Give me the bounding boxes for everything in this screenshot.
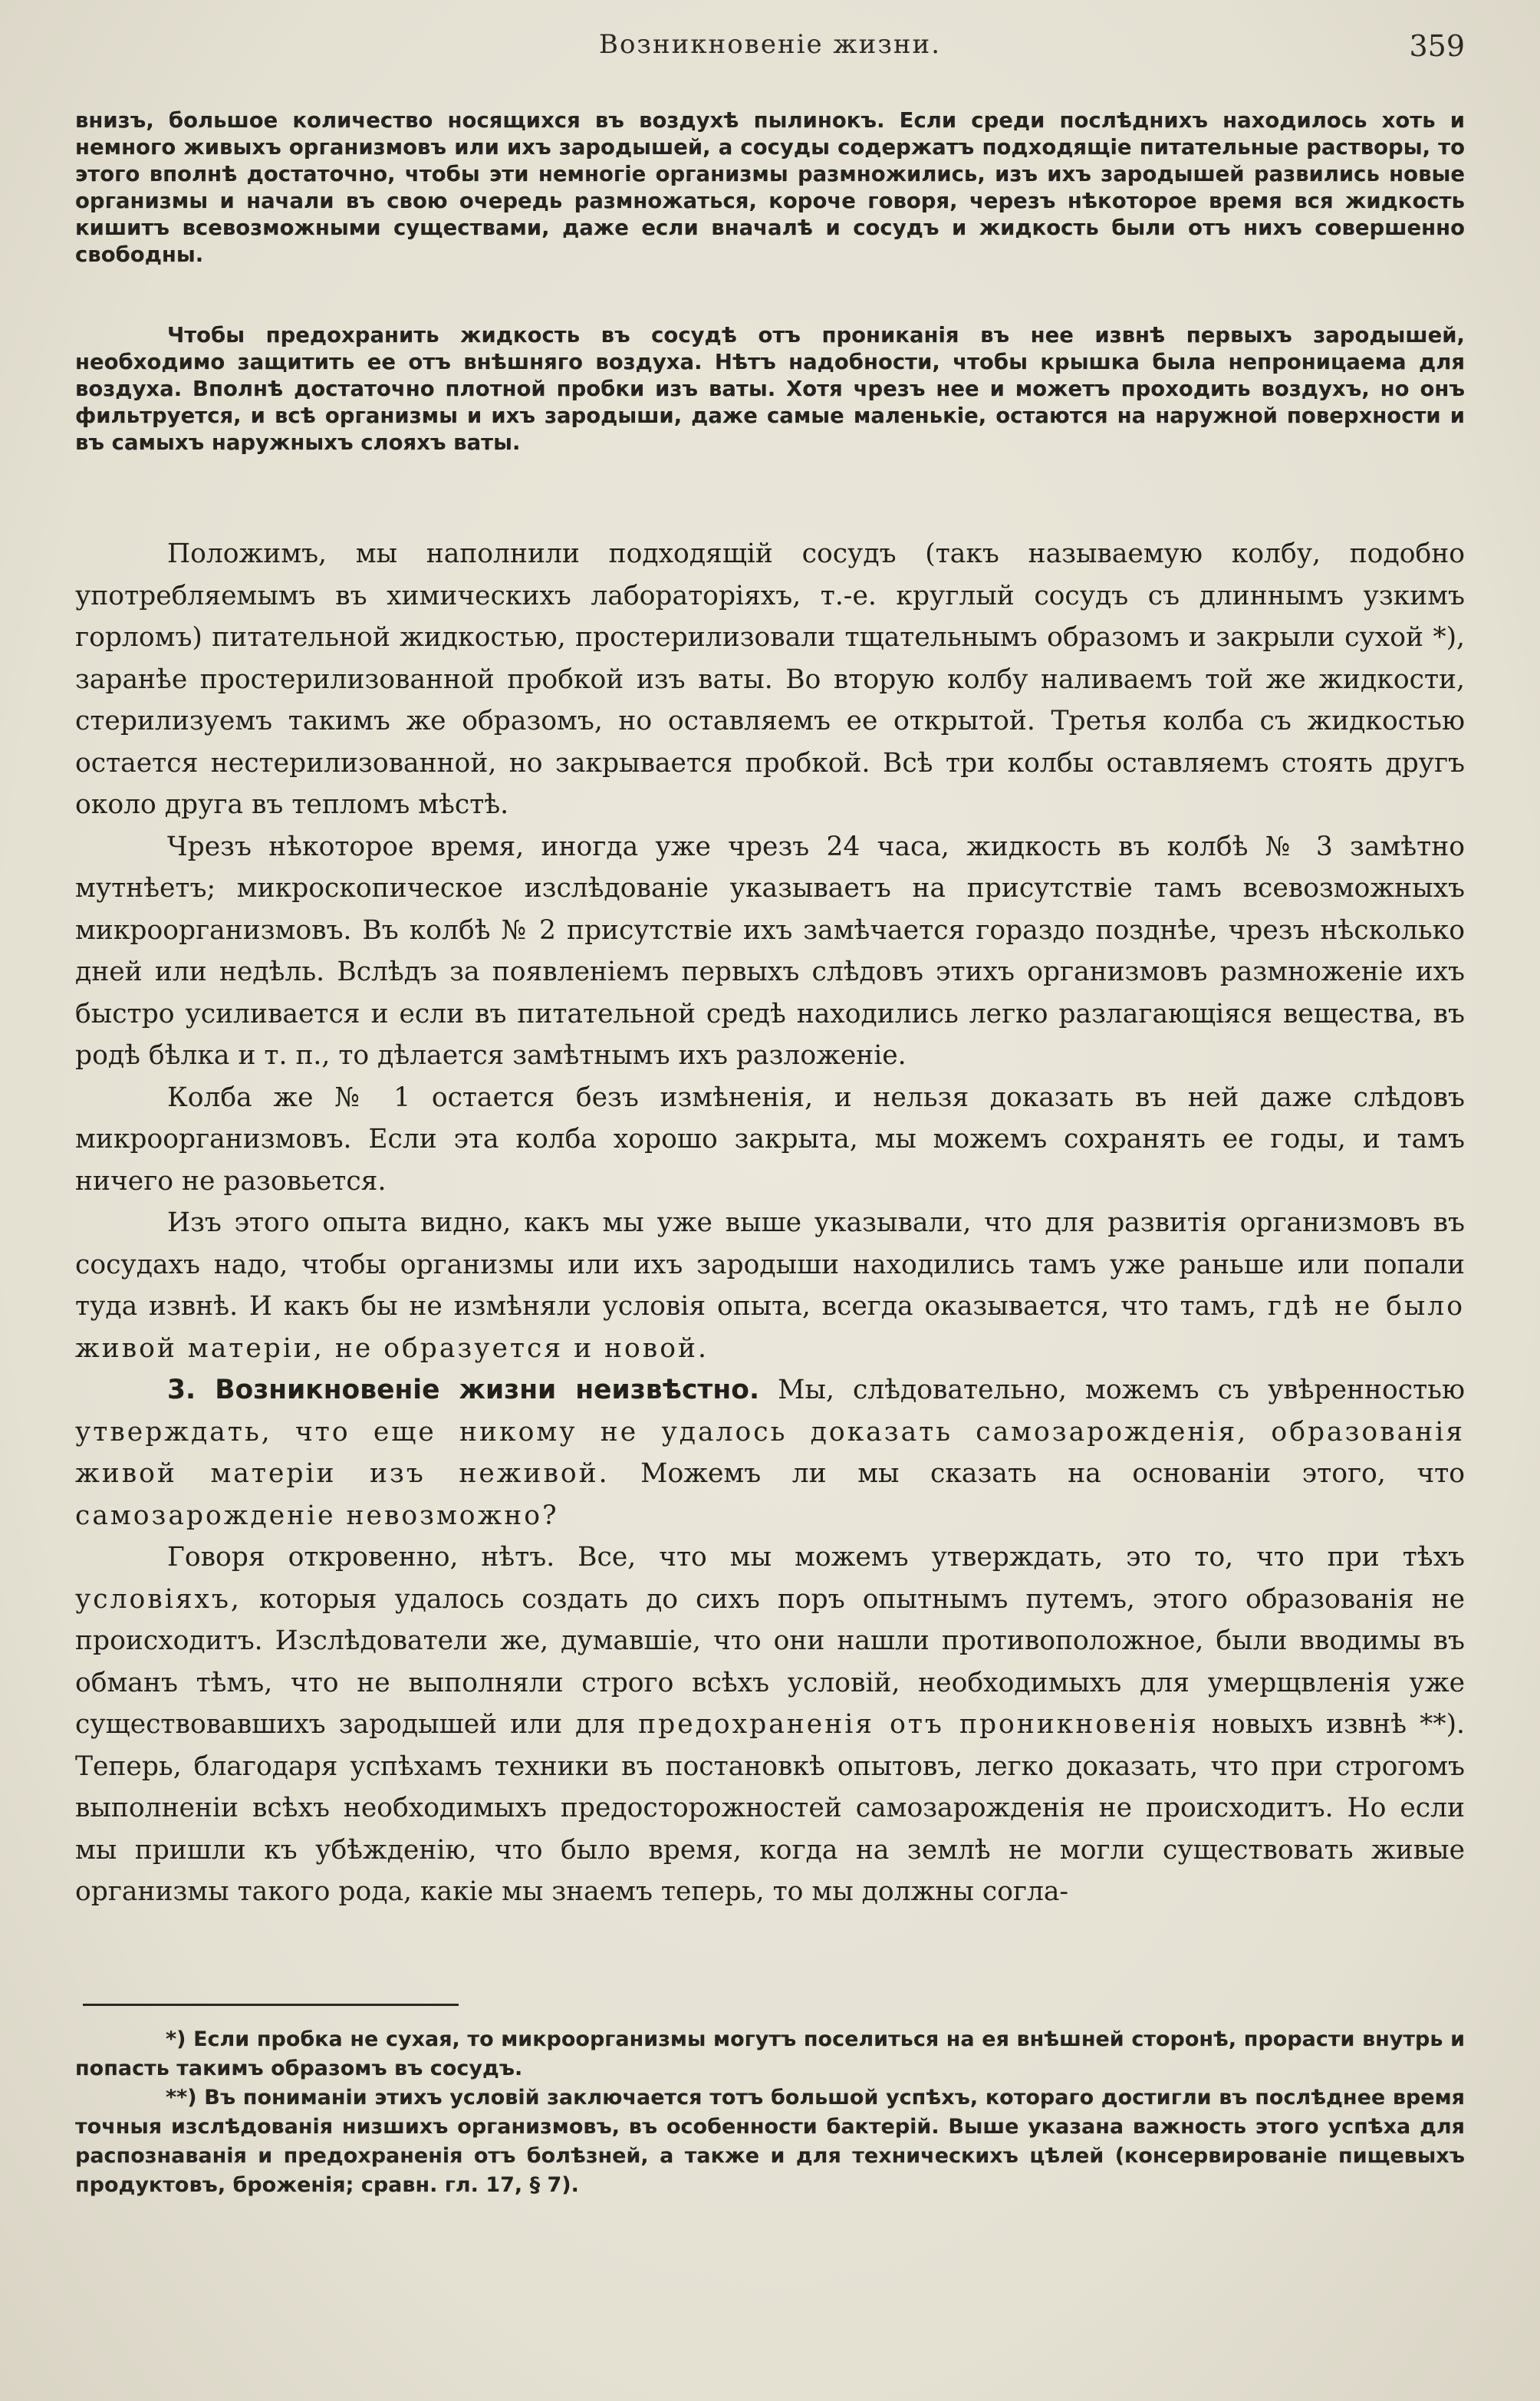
- paragraph-7: [75, 1369, 1465, 1536]
- section-heading: 3. Возникновеніе жизни неизвѣстно.: [167, 1375, 760, 1405]
- paragraph-2: Чтобы предохранить жидкость въ сосудѣ отъ прониканія въ нее извнѣ первыхъ зародышей, необходимо защитить ее отъ внѣшняго воздуха. Нѣтъ надобности, чтобы крышка была непроницаема для воздуха. Вполнѣ достаточно плотной пробки изъ ваты. Хотя чрезъ нее и можетъ проходить воздухъ, но онъ фильтруется, и всѣ организмы и ихъ зародыши, даже самые маленькіе, остаются на наружной поверхности и въ самыхъ наружныхъ слояхъ ваты.: [75, 323, 1465, 455]
- small-print-block-2: [75, 322, 1465, 456]
- paragraph-7-emphasis-b: самозарожденіе невозможно?: [75, 1500, 559, 1531]
- paragraph-6-text: Изъ этого опыта видно, какъ мы уже выше указывали, что для развитія организмовъ въ сосудахъ надо, чтобы организмы или ихъ зародыши находились тамъ уже раньше или попали туда извнѣ. И какъ бы не измѣняли условія опыта, всегда оказывается, что тамъ,: [75, 1207, 1465, 1322]
- paragraph-6: [75, 1202, 1465, 1369]
- paragraph-1: внизъ, большое количество носящихся въ воздухѣ пылинокъ. Если среди послѣднихъ находилось хоть и немного живыхъ организмовъ или ихъ зародышей, а сосуды содержатъ подходящіе питательные растворы, то этого вполнѣ достаточно, чтобы эти немногіе организмы размножились, изъ ихъ зародышей развились новые организмы и начали въ свою очередь размножаться, короче говоря, черезъ нѣкоторое время вся жидкость кишитъ всевозможными существами, даже если вначалѣ и сосудъ и жидкость были отъ нихъ совершенно свободны.: [75, 108, 1465, 267]
- paragraph-7-text-b: Можемъ ли мы сказать на основаніи этого, что: [640, 1458, 1465, 1489]
- paragraph-8: [75, 1536, 1465, 1913]
- paragraph-8-text-a: Говоря откровенно, нѣтъ. Все, что мы можемъ утверждать, это то, что при тѣхъ: [167, 1542, 1465, 1573]
- paragraph-8-emphasis-a: условіяхъ,: [75, 1583, 242, 1615]
- running-title: Возникновеніе жизни.: [598, 29, 942, 60]
- paragraph-8-emphasis-b: предохраненія отъ проникновенія: [638, 1709, 1199, 1740]
- footnotes: [75, 2025, 1465, 2200]
- paragraph-4: Чрезъ нѣкоторое время, иногда уже чрезъ 24 часа, жидкость въ колбѣ № 3 замѣтно мутнѣетъ; микроскопическое изслѣдованіе указываетъ на присутствіе тамъ всевозможныхъ микроорганизмовъ. Въ колбѣ № 2 присутствіе ихъ замѣчается гораздо позднѣе, чрезъ нѣсколько дней или недѣль. Вслѣдъ за появленіемъ первыхъ слѣдовъ этихъ организмовъ размноженіе ихъ быстро усиливается и если въ питательной средѣ находились легко разлагающіяся вещества, въ родѣ бѣлка и т. п., то дѣлается замѣтнымъ ихъ разложеніе.: [75, 831, 1465, 1071]
- paragraph-7-emphasis-a: утверждать, что еще никому не удалось доказать самозарожденія, образованія живой матеріи изъ неживой.: [75, 1416, 1465, 1489]
- small-print-block-1: [75, 107, 1465, 268]
- running-header: [75, 29, 1465, 75]
- footnote-1: *) Если пробка не сухая, то микроорганизмы могутъ поселиться на ея внѣшней сторонѣ, прорасти внутрь и попасть такимъ образомъ въ сосудъ.: [75, 2027, 1465, 2080]
- main-text: [75, 533, 1465, 1913]
- footnote-rule: [83, 2004, 459, 2006]
- paragraph-8-text-b: которыя удалось создать до сихъ поръ опытнымъ путемъ, этого образованія не происходитъ. Изслѣдователи же, думавшіе, что они нашли противоположное, были вводимы въ обманъ тѣмъ, что не выполняли строго всѣхъ условій, необходимыхъ для умерщвленія уже существовавшихъ зародышей или для: [75, 1583, 1465, 1740]
- paragraph-5: Колба же № 1 остается безъ измѣненія, и нельзя доказать въ ней даже слѣдовъ микроорганизмовъ. Если эта колба хорошо закрыта, мы можемъ сохранять ее годы, и тамъ ничего не разовьется.: [75, 1082, 1465, 1197]
- page-number: 359: [1409, 29, 1465, 63]
- paragraph-7-text-a: Мы, слѣдовательно, можемъ съ увѣренностью: [778, 1375, 1465, 1405]
- paragraph-6-emphasis: гдѣ не было живой матеріи, не образуется и новой.: [75, 1291, 1465, 1364]
- paragraph-8-text-c: новыхъ извнѣ **). Теперь, благодаря успѣхамъ техники въ постановкѣ опытовъ, легко доказать, что при строгомъ выполненіи всѣхъ необходимыхъ предосторожностей самозарожденія не происходитъ. Но если мы пришли къ убѣжденію, что было время, когда на землѣ не могли существовать живые организмы такого рода, какіе мы знаемъ теперь, то мы должны согла-: [75, 1709, 1466, 1907]
- footnote-2: **) Въ пониманіи этихъ условій заключается тотъ большой успѣхъ, котораго достигли въ послѣднее время точныя изслѣдованія низшихъ организмовъ, въ особенности бактерій. Выше указана важность этого успѣха для распознаванія и предохраненія отъ болѣзней, а также и для техническихъ цѣлей (консервированіе пищевыхъ продуктовъ, броженія; сравн. гл. 17, § 7).: [75, 2086, 1465, 2197]
- paragraph-3: Положимъ, мы наполнили подходящій сосудъ (такъ называемую колбу, подобно употребляемымъ въ химическихъ лабораторіяхъ, т.-е. круглый сосудъ съ длиннымъ узкимъ горломъ) питательной жидкостью, простерилизовали тщательнымъ образомъ и закрыли сухой *), заранѣе простерилизованной пробкой изъ ваты. Во вторую колбу наливаемъ той же жидкости, стерилизуемъ такимъ же образомъ, но оставляемъ ее открытой. Третья колба съ жидкостью остается нестерилизованной, но закрывается пробкой. Всѣ три колбы оставляемъ стоять другъ около друга въ тепломъ мѣстѣ.: [75, 538, 1465, 820]
